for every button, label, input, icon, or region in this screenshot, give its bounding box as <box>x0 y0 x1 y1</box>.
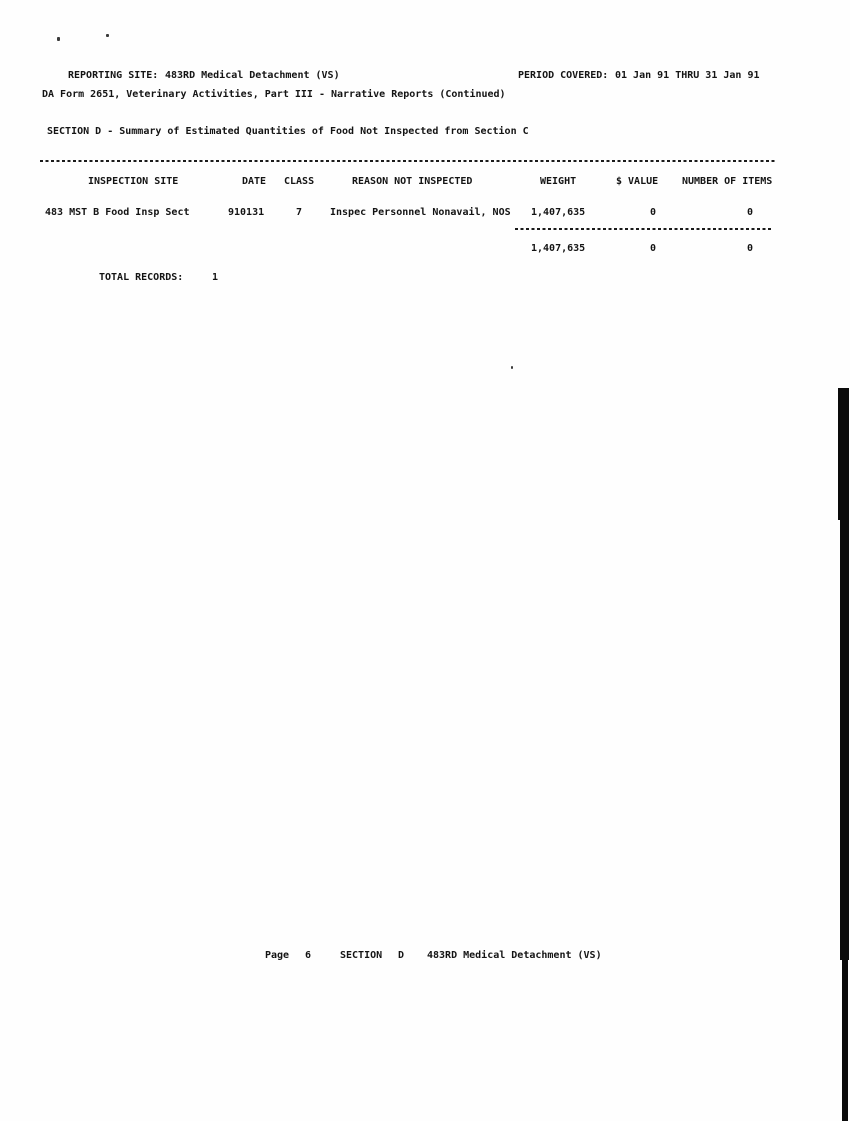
column-header-class: CLASS <box>284 176 315 187</box>
form-title: DA Form 2651, Veterinary Activities, Part III - Narrative Reports (Continued) <box>42 89 506 100</box>
scan-artifact-bar <box>842 960 848 1121</box>
column-header-date: DATE <box>242 176 267 187</box>
column-header-number-of-items: NUMBER OF ITEMS <box>682 176 773 187</box>
scan-speck <box>106 34 109 37</box>
period-covered-label: PERIOD COVERED: <box>518 70 609 81</box>
scan-speck <box>57 37 60 41</box>
total-dollar-value: 0 <box>650 243 657 254</box>
cell-inspection-site: 483 MST B Food Insp Sect <box>45 207 190 218</box>
total-weight: 1,407,635 <box>531 243 586 254</box>
cell-weight: 1,407,635 <box>531 207 586 218</box>
cell-date: 910131 <box>228 207 265 218</box>
totals-separator-line <box>515 228 773 230</box>
cell-reason-not-inspected: Inspec Personnel Nonavail, NOS <box>330 207 511 218</box>
column-header-weight: WEIGHT <box>540 176 577 187</box>
scan-speck <box>511 366 513 369</box>
total-records-value: 1 <box>212 272 219 283</box>
footer-site: 483RD Medical Detachment (VS) <box>427 950 602 961</box>
cell-dollar-value: 0 <box>650 207 657 218</box>
footer-page-number: 6 <box>305 950 312 961</box>
scan-artifact-bar <box>838 388 849 520</box>
cell-number-of-items: 0 <box>747 207 754 218</box>
section-title: SECTION D - Summary of Estimated Quantities of Food Not Inspected from Section C <box>47 126 529 137</box>
footer-page-label: Page <box>265 950 290 961</box>
footer-section-label: SECTION <box>340 950 383 961</box>
cell-class: 7 <box>296 207 303 218</box>
total-records-label: TOTAL RECORDS: <box>99 272 184 283</box>
scan-artifact-bar <box>840 520 849 960</box>
table-top-separator-line <box>40 160 777 162</box>
total-number-of-items: 0 <box>747 243 754 254</box>
column-header-dollar-value: $ VALUE <box>616 176 659 187</box>
reporting-site-label: REPORTING SITE: <box>68 70 159 81</box>
reporting-site-value: 483RD Medical Detachment (VS) <box>165 70 340 81</box>
period-covered-value: 01 Jan 91 THRU 31 Jan 91 <box>615 70 760 81</box>
column-header-inspection-site: INSPECTION SITE <box>88 176 179 187</box>
footer-section-value: D <box>398 950 405 961</box>
column-header-reason-not-inspected: REASON NOT INSPECTED <box>352 176 473 187</box>
